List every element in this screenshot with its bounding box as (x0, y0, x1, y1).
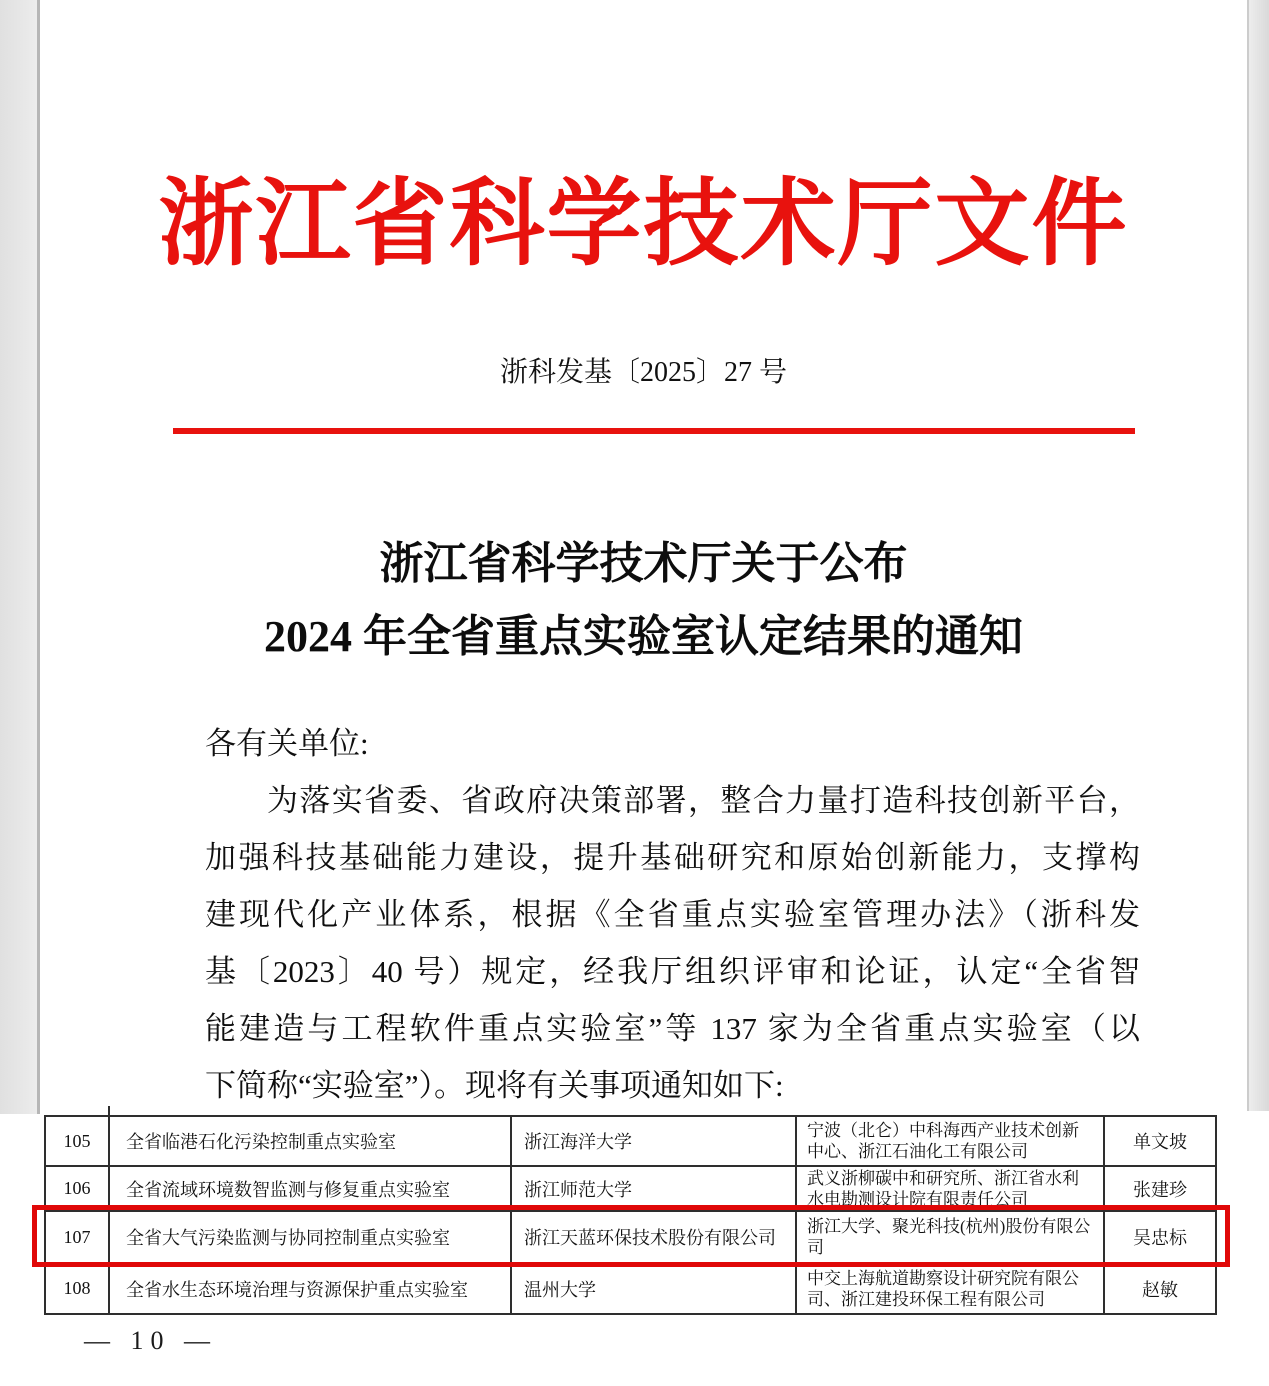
body-line: 下简称“实验室”）。现将有关事项通知如下: (205, 1068, 784, 1103)
body-line: 能建造与工程软件重点实验室”等 137 家为全省重点实验室（以 (205, 1011, 1140, 1046)
cell-partners: 武义浙柳碳中和研究所、浙江省水利水电勘测设计院有限责任公司 (797, 1167, 1105, 1212)
cell-director: 单文坡 (1105, 1117, 1217, 1167)
cell-director: 吴忠标 (1105, 1212, 1217, 1264)
cell-row-number: 107 (46, 1212, 110, 1264)
body-line: 加强科技基础能力建设，提升基础研究和原始创新能力，支撑构 (205, 840, 1140, 875)
salutation: 各有关单位: (205, 726, 369, 761)
body-line: 建现代化产业体系，根据《全省重点实验室管理办法》（浙科发 (205, 897, 1140, 932)
table-border-stub (108, 1106, 110, 1115)
cell-lab-name: 全省大气污染监测与协同控制重点实验室 (110, 1212, 512, 1264)
cell-institution: 温州大学 (512, 1264, 797, 1315)
cell-institution: 浙江师范大学 (512, 1167, 797, 1212)
cell-director: 赵敏 (1105, 1264, 1217, 1315)
scan-right-margin (1247, 0, 1269, 1111)
cell-lab-name: 全省临港石化污染控制重点实验室 (110, 1117, 512, 1167)
notice-title-line2: 2024 年全省重点实验室认定结果的通知 (264, 612, 1023, 661)
body-paragraph (205, 772, 1140, 1114)
cell-institution: 浙江海洋大学 (512, 1117, 797, 1167)
cell-partners: 浙江大学、聚光科技(杭州)股份有限公司 (797, 1212, 1105, 1264)
document-number: 浙科发基〔2025〕27 号 (499, 357, 787, 388)
cell-lab-name: 全省流域环境数智监测与修复重点实验室 (110, 1167, 512, 1212)
notice-title-line1: 浙江省科学技术厅关于公布 (379, 539, 908, 588)
cell-row-number: 105 (46, 1117, 110, 1167)
cell-institution: 浙江天蓝环保技术股份有限公司 (512, 1212, 797, 1264)
cell-director: 张建珍 (1105, 1167, 1217, 1212)
cell-partners: 宁波（北仑）中科海西产业技术创新中心、浙江石油化工有限公司 (797, 1117, 1105, 1167)
letterhead-title: 浙江省科学技术厅文件 (158, 171, 1129, 277)
row-107-highlight-box (32, 1205, 1230, 1267)
cell-lab-name: 全省水生态环境治理与资源保护重点实验室 (110, 1264, 512, 1315)
scan-left-margin (0, 0, 40, 1114)
red-divider-rule (173, 428, 1135, 434)
body-line: 基〔2023〕40 号）规定，经我厅组织评审和论证，认定“全省智 (205, 954, 1140, 989)
page-number: — 10 — (84, 1326, 217, 1355)
cell-row-number: 108 (46, 1264, 110, 1315)
cell-row-number: 106 (46, 1167, 110, 1212)
body-line: 为落实省委、省政府决策部署，整合力量打造科技创新平台， (267, 783, 1140, 818)
cell-partners: 中交上海航道勘察设计研究院有限公司、浙江建投环保工程有限公司 (797, 1264, 1105, 1315)
